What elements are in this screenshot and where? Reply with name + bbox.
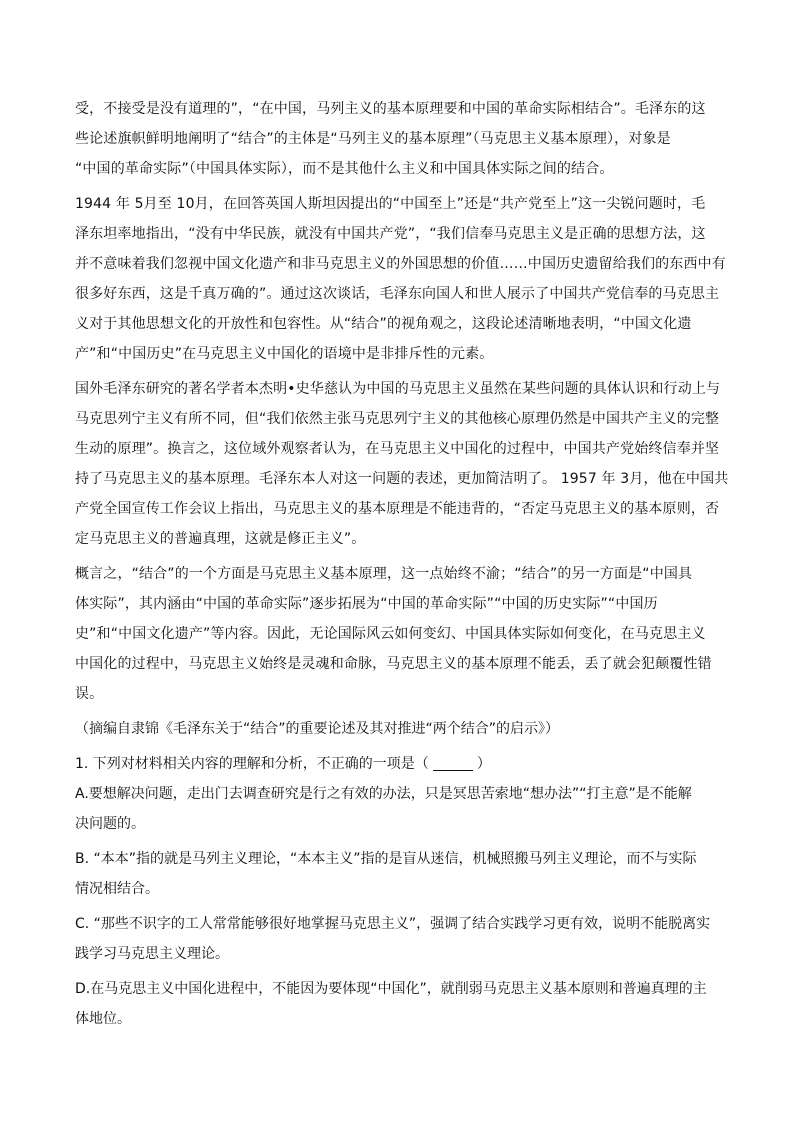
- option-line: 情况相结合。: [75, 881, 159, 897]
- text-line: 受，不接受是没有道理的”，“在中国，马列主义的基本原理要和中国的革命实际相结合”。毛泽东的这: [75, 101, 706, 117]
- question-stem-text: 1. 下列对材料相关内容的理解和分析，不正确的一项是（: [75, 756, 429, 772]
- text-line: 泽东坦率地指出，“没有中华民族，就没有中国共产党”，“我们信奉马克思主义是正确的思想方法，这: [75, 226, 706, 242]
- option-line: C. “那些不识字的工人常常能够很好地掌握马克思主义”，强调了结合实践学习更有效，说明不能脱离实: [75, 916, 711, 932]
- option-line: A.要想解决问题，走出门去调查研究是行之有效的办法，只是冥思苦索地“想办法”“打主意”是不能解: [75, 786, 692, 802]
- text-line: 些论述旗帜鲜明地阐明了“结合”的主体是“马列主义的基本原理”（马克思主义基本原理），对象是: [75, 131, 671, 147]
- text-line: 义对于其他思想文化的开放性和包容性。从“结合”的视角观之，这段论述清晰地表明，“中国文化遗: [75, 316, 692, 332]
- text-line: 并不意味着我们忽视中国文化遗产和非马克思主义的外国思想的价值……中国历史遗留给我们的东西中有: [75, 256, 726, 272]
- text-line: 1944 年 5月至 10月，在回答英国人斯坦因提出的“中国至上”还是“共产党至上”这一尖锐问题时，毛: [75, 196, 706, 212]
- text-line: 持了马克思主义的基本原理。毛泽东本人对这一问题的表述，更加简洁明了。 1957 年 3月，他在中国共: [75, 471, 729, 487]
- text-line: “中国的革命实际”（中国具体实际），而不是其他什么主义和中国具体实际之间的结合。: [75, 161, 614, 177]
- text-line: 定马克思主义的普遍真理，这就是修正主义”。: [75, 531, 366, 547]
- option-a[interactable]: [75, 779, 720, 839]
- text-line: 产”和“中国历史”在马克思主义中国化的语境中是非排斥性的元素。: [75, 346, 494, 362]
- option-line: 践学习马克思主义理论。: [75, 946, 229, 962]
- text-line: 产党全国宣传工作会议上指出，马克思主义的基本原理是不能违背的，“否定马克思主义的基本原则，否: [75, 501, 720, 517]
- paragraph-2: [75, 189, 726, 369]
- paragraph-1: [75, 94, 720, 184]
- option-line: B. “本本”指的就是马列主义理论，“本本主义”指的是盲从迷信，机械照搬马列主义理论，而不与实际: [75, 851, 697, 867]
- text-line: 很多好东西，这是千真万确的”。通过这次谈话，毛泽东向国人和世人展示了中国共产党信奉的马克思主: [75, 286, 720, 302]
- text-line: 国外毛泽东研究的著名学者本杰明•史华慈认为中国的马克思主义虽然在某些问题的具体认识和行动上与: [75, 381, 721, 397]
- text-line: 生动的原理”。换言之，这位域外观察者认为，在马克思主义中国化的过程中，中国共产党始终信奉并坚: [75, 441, 720, 457]
- option-line: 决问题的。: [75, 816, 145, 832]
- text-line: 体实际”，其内涵由“中国的革命实际”逐步拓展为“中国的革命实际”“中国的历史实际”“中国历: [75, 596, 658, 612]
- option-d[interactable]: [75, 974, 720, 1034]
- option-line: D.在马克思主义中国化进程中，不能因为要体现“中国化”，就削弱马克思主义基本原则和普遍真理的主: [75, 981, 707, 997]
- text-line: 概言之，“结合”的一个方面是马克思主义基本原理，这一点始终不渝；“结合”的另一方面是“中国具: [75, 566, 693, 582]
- text-line: 史”和“中国文化遗产”等内容。因此，无论国际风云如何变幻、中国具体实际如何变化，在马克思主义: [75, 626, 706, 642]
- text-line: 马克思列宁主义有所不同，但“我们依然主张马克思列宁主义的其他核心原理仍然是中国共产主义的完整: [75, 411, 720, 427]
- paragraph-4: [75, 559, 720, 709]
- question-stem-close: ）: [476, 756, 491, 772]
- answer-blank[interactable]: [433, 754, 473, 771]
- document-page: [75, 94, 729, 1039]
- source-citation: （摘编自隶锦《毛泽东关于“结合”的重要论述及其对推进“两个结合”的启示》）: [75, 721, 560, 737]
- option-line: 体地位。: [75, 1011, 131, 1027]
- text-line: 误。: [75, 686, 104, 702]
- text-line: 中国化的过程中，马克思主义始终是灵魂和命脉，马克思主义的基本原理不能丢，丢了就会犯颠覆性错: [75, 656, 712, 672]
- option-b[interactable]: [75, 844, 720, 904]
- option-c[interactable]: [75, 909, 720, 969]
- question-stem: [75, 749, 720, 779]
- paragraph-3: [75, 374, 729, 554]
